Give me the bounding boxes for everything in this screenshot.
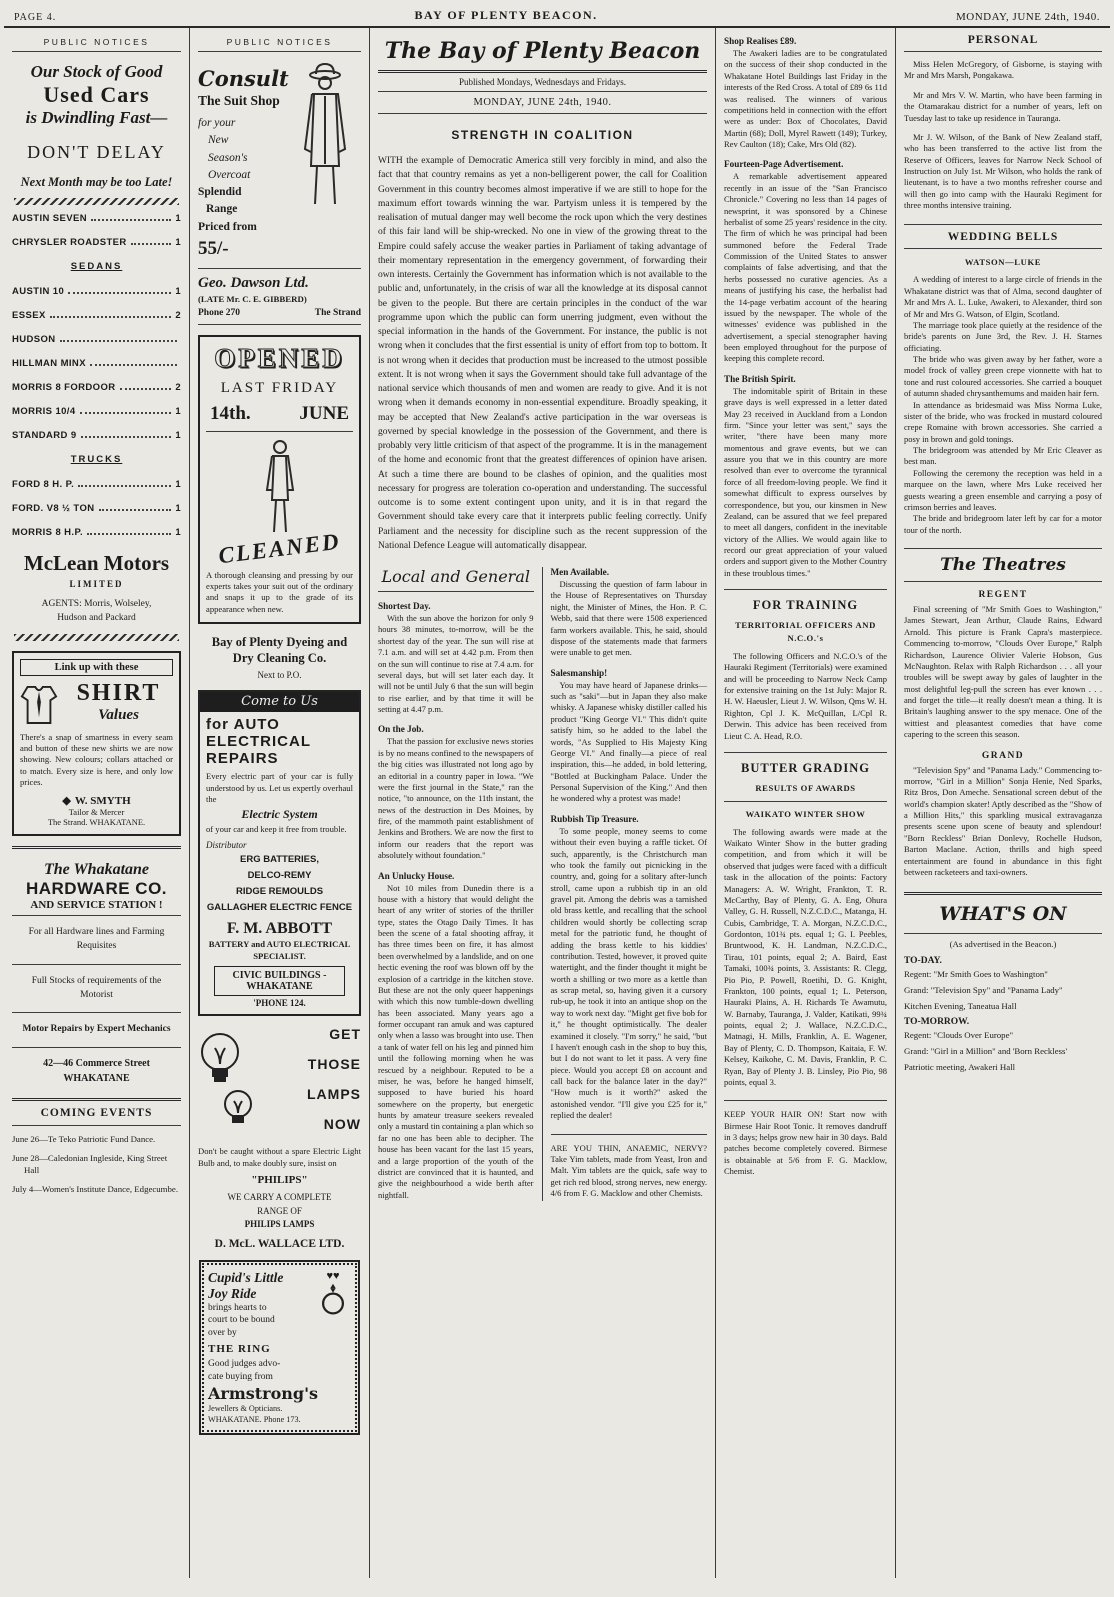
come-to-us-script: Come to Us <box>200 692 359 712</box>
electrical-title: for AUTO ELECTRICAL REPAIRS <box>206 715 311 768</box>
wedding-body: Following the ceremony the reception was held in a marquee on the lawn, where Mrs Luke received her guests wearing a green ensemble and carrying a posy of crimson berries and leaves. <box>904 467 1102 512</box>
car-listing: AUSTIN 10 1 <box>12 286 181 297</box>
dawson-firm: Geo. Dawson Ltd. <box>198 268 361 292</box>
coming-events <box>12 1098 181 1196</box>
overcoat-man-illustration <box>289 60 361 208</box>
sedans-label: SEDANS <box>70 261 123 272</box>
the-ring-label: THE RING <box>208 1343 271 1355</box>
butter-grading-title: BUTTER GRADING <box>724 752 887 778</box>
car-listing: FORD 8 H. P. 1 <box>12 479 181 490</box>
abbott-spec2: SPECIALIST. <box>253 951 306 962</box>
shirt-ad-values: Values <box>98 706 139 723</box>
opened-date: 14th. JUNE <box>210 402 349 424</box>
used-cars-line3: is Dwindling Fast— <box>25 108 168 127</box>
dawson-location: The Strand <box>314 307 361 318</box>
tomorrow-label: TO-MORROW. <box>904 1016 970 1027</box>
whats-on-item: Grand: "Girl in a Million" and 'Born Reckless' <box>904 1045 1068 1056</box>
page-header <box>4 0 1110 28</box>
whats-on-subtitle: (As advertised in the Beacon.) <box>949 939 1057 950</box>
dry-cleaning-ad <box>198 335 361 624</box>
consult-word: Consult <box>198 66 289 91</box>
brand-line: GALLAGHER ELECTRIC FENCE <box>206 902 353 914</box>
shirt-ad-body: There's a snap of smartness in every seam and button of these new shirts we are now showing. New colours; collars attached or to match. Every size is here, and only low prices. <box>20 731 173 787</box>
brand-line: ERG BATTERIES, <box>240 853 319 865</box>
dawson-contact <box>198 308 361 325</box>
light-bulb-illustration <box>198 1026 258 1146</box>
article-heading: Rubbish Tip Treasure. <box>550 813 639 824</box>
wallace-firm: D. McL. WALLACE LTD. <box>214 1237 345 1250</box>
car-listing: STANDARD 9 1 <box>12 430 181 441</box>
suit-shop-name: The Suit Shop <box>198 93 280 108</box>
butter-grading-sub2: WAIKATO WINTER SHOW <box>745 808 866 819</box>
article-heading: Shop Realises £89. <box>724 36 797 46</box>
local-general-title: Local and General <box>378 567 534 592</box>
wedding-title: WEDDING BELLS <box>904 224 1102 249</box>
car-listing: AUSTIN SEVEN 1 <box>12 213 181 224</box>
wedding-body: The marriage took place quietly at the residence of the bride's parents on June 3rd, the Rev. J. H. Starnes officiating. <box>904 319 1102 353</box>
suit-line: Season's <box>208 151 248 164</box>
butter-grading-body: The following awards were made at the Waikato Winter Show in the butter grading competition, and from which it will be observed that judges were faced with a difficult task in the allocation of the points: Factory Managers: A. W. Wright, Frankton, T. R. McCarthy, Bay of Plenty, G. A. Eng, Ohura Valley, G. H. Russell, N.Z.C.D.C., Matanga, H. Cubis, Cambridge, T. A. Morgan, N.Z.C.D.C., Gordonton, 101¾ pts. equal 1; G. I. Peebles, Bruntwood, K. H. Landman, N.Z.C.D.C., Tirau, 101 points, equal 2; A. Baird, East Tamaki, 100¾ points, 3. Assistants: R. Clegg, Pio Pio, P. Powell, Roetihi, D. G. Knight, Frankton, 100 points, equal 1; L. Peterson, Hauraki Plains, A. H. Richards Te Awamutu, W. Barnaby, Tauranga, J. Valder, Katikati, 99¾ points, equal 2; J. Wallace, N.Z.C.D.C., Matnagi, H. Mills, Franklin, A. E. Wagener, Bay of Plenty, C. D. Thompson, Kaitaia, F. W. Kelsey, Kaikohe, C. M. Davis, Franklin, P. C. Ryan, Bay of Plenty J. B. Linsley, Pio Pio, 98 points, equal 3. <box>724 826 887 1087</box>
theatres-title: The Theatres <box>904 548 1102 582</box>
wedding-section <box>904 224 1102 537</box>
article-body: The indomitable spirit of Britain in these grave days is well expressed in a letter dated May 23 received in Auckland from a London firm. "Since your letter was sent," says the writer, "there have been many more momentous and grave events, but we can assure you that we in this country are more resolved than ever to overcome the tyrannical force of all freedom-loving people. We find it somewhat difficult to express ourselves by correspondence, but you, our kinsmen in New Zealand, can be assured that we feel prepared to meet all dangers, confident in the inevitable victory of the Allies. We would again like to record our great appreciation of your valued orders and support given to the Mother Country in these troublous times." <box>724 385 887 578</box>
wedding-body: A wedding of interest to a large circle of friends in the Whakatane district was that of Alma, second daughter of Mr and Mrs A. L. Luke, Awakeri, to Alexander, third son of Mr and Mrs G. Watson, of Elgin, Scotland. <box>904 274 1102 319</box>
editorial-body: WITH the example of Democratic America still very forcibly in mind, and also the fact that that country remains as yet a non-belligerent power, the call for Coalition Government in this country becomes almost imperative if we are still to hope for the maximum effort towards winning the war. Partyism unless it is tempered by the realisation of mutual danger may well become the rock upon which the very destines of this fair land will be ship-wrecked. No one in view of the growing threat to the Empire could safely accuse the weaker parties in Parliament of taking advantage of their momentary representation in the emergency government, of forwarding their own interests. Certainly the Government has information which is not available to the public and, unfortunately, in the crisis of war all the knowledge at its disposal cannot be given to the people. But there are certain principles in the conduct of the war programme upon which the public can form unerring judgment, even without the special information in the hands of the Government. For instance, the public is not wrong when it concludes that the first essential is unity of effort from top to bottom. It is not wrong when it decides that production must be increased to the utmost possible extent. It is not wrong when it says the Government should take full advantage of the national service which thousands of men and women are ready to give. And it is not wrong when it demands economy in non-essential expenditure. Broadly speaking, it may be accepted that New Zealand's active participation in the war overseas is governed by special knowledge in the possession of the Government, and there is probably very little criticism of that aspect of the programme. It is in the management of the home and economic front that the greatest differences of opinion have arisen. At such a time there are bound to be clashes of opinion, and the qualities most necessary for progress are toleration co-operation and understanding. The successful outcome is to some extent contingent upon unity, and it is in that regard the Government should take every care that it interprets public feeling correctly. Unify Parliament and the necessity for discipline such as the recent suppression of the National Defence League will automatically disappear. <box>378 156 707 551</box>
hardware-line3: Motor Repairs by Expert Mechanics <box>12 1012 181 1047</box>
auto-electrical-ad <box>198 690 361 1017</box>
hardware-address: 42—46 Commerce Street WHAKATANE <box>12 1047 181 1086</box>
whats-on-item: Grand: "Television Spy" and "Panama Lady" <box>904 985 1063 996</box>
lamps-range: WE CARRY A COMPLETE RANGE OF PHILIPS LAMPS <box>227 1192 332 1230</box>
local-general-column <box>378 567 543 1201</box>
hardware-line1: For all Hardware lines and Farming Requisites <box>12 915 181 964</box>
diamond-icon: ◆ <box>62 795 71 808</box>
car-listing: FORD. V8 ½ TON 1 <box>12 503 181 514</box>
dealer-agents: AGENTS: Morris, Wolseley, Hudson and Packard <box>41 599 152 624</box>
used-cars-line2: Used Cars <box>43 82 150 107</box>
trucks-label: TRUCKS <box>70 454 123 465</box>
used-cars-ad <box>12 62 181 626</box>
article-body: You may have heard of Japanese drinks—such as "saki"—but in Japan they also make whisky. A Japanese whisky distiller called his product "King George VI." This didn't quite satisfy him, so he added to the label the words, "As Supplied to His Majesty King George VI." And finally—a piece of real inspiration, this—he added, in bold lettering, "Bottled at Buckingham Palace. Under the Personal Supervision of the King." And then he wondered why a protest was made! <box>550 679 707 804</box>
hardware-title1: The Whakatane <box>43 861 150 879</box>
abbott-phone: 'PHONE 124. <box>253 998 306 1009</box>
ornamental-rule <box>14 198 179 205</box>
article-heading: Shortest Day. <box>378 601 431 611</box>
divider <box>724 801 887 802</box>
personal-title: PERSONAL <box>904 34 1102 52</box>
for-training-body: The following Officers and N.C.O.'s of the Hauraki Regiment (Territorials) were examined and will be proceeding to Narrow Neck Camp for extensive training on the 1st July: Major R. H. W. Haeusler, Lieut J. W. Wilson, Qms W. H. Righton, Cpl J. K. McQuillan, L/Cpl R. Derwin. This advice has been received from Lieut C. A. Head, R.O. <box>724 650 887 741</box>
abbott-spec1: BATTERY and AUTO ELECTRICAL <box>208 939 351 950</box>
theatres-section <box>904 548 1102 878</box>
abbott-address: CIVIC BUILDINGS - WHAKATANE <box>214 966 345 996</box>
article-body: A remarkable advertisement appeared recently in an issue of the "San Francisco Chronicle." Covering no less than 14 pages of newsprint, it was sponsored by a Chinese herbalist of some 25 years' residence in the city. The firm of which he was principal had been summoned before the Federal Trade Commission of the United States to answer complaints of false advertising, and that the herbs possessed no curative agencies. As a means of justifying his case, the herbalist had the 14-page verbatim account of the hearing issued by the newspaper. The whole of the witnesses' evidence was published in the advertisement, a special stenographer having been employed throughout for the purpose of keeping this complete record. <box>724 171 887 364</box>
regent-label: REGENT <box>978 590 1028 601</box>
wedding-body: The bridegroom was attended by Mr Eric Cleaver as best man. <box>904 445 1102 467</box>
public-notices-heading-2: PUBLIC NOTICES <box>198 34 361 52</box>
hardware-title2: HARDWARE CO. <box>25 879 168 899</box>
column-2 <box>190 28 370 1578</box>
article-body: Not 10 miles from Dunedin there is a house with a history that would delight the heart of any writer of stories of the thriller type, states the Otago Daily Times. It has been the scene of a fatal shooting affray, it has three times been on fire, it has almost been overwhelmed by a landslide, and on one hectic evening the roof was blown off by the explosion of a cartridge in the kitchen stove. But these are not the only queer happenings with which this now tumble-down dwelling has been associated. Many years ago a former occupant ran amuk and was captured only when a lasso was brought into use. Then a tank of water fell on his leg and pinned him until the following morning when he was rescued by a neighbour. Reputed to be a miser, he was, before he hanged himself, supposed to have buried his hoard somewhere on the property, but energetic hunts by amateur treasure seekers revealed only a mustard tin containing a plan which so far no one has been able to decipher. The house has been vacant for the last 15 years, and a large proportion of the youth of the district are convinced that it is haunted, and give the neighbourhood a wide berth after nightfall. <box>378 882 534 1200</box>
shirt-ad-headline: Link up with these <box>20 659 173 676</box>
car-listing: CHRYSLER ROADSTER 1 <box>12 237 181 248</box>
personal-section <box>904 34 1102 212</box>
hardware-line2: Full Stocks of requirements of the Motorist <box>12 964 181 1013</box>
personal-item: Mr and Mrs V. W. Martin, who have been farming in the Otamarakau district for a number of years, left on Tuesday last to take up residence in Tauranga. <box>904 89 1102 123</box>
grand-label: GRAND <box>981 750 1025 761</box>
event-item: July 4—Women's Institute Dance, Edgecumbe. <box>12 1183 179 1194</box>
regent-body: Final screening of "Mr Smith Goes to Washington," James Stewart, Jean Arthur, Claude Rains, Edward Arnold. This picture is Frank Capra's masterpiece. Commencing to-morrow, "Clouds Over Europe," Ralph Richardson, Laurence Olivier Valerie Hobson, Gus McNaughton. Relax with Ralph Richardson . . . all your troubles will be swept away by gales of laughter in the most delightful leg-pull the screen has ever known . . . and forget the title—it really doesn't mean a thing. It is Britain's laughing answer to the spy menace. One of the wittiest and pleasantest comedies that have come capering to the screen this season. <box>904 604 1102 740</box>
car-listing: MORRIS 8 FORDOOR 2 <box>12 382 181 393</box>
article-heading: The British Spirit. <box>724 373 796 384</box>
tailor-address: The Strand. WHAKATANE. <box>47 817 146 828</box>
column-5 <box>716 28 896 1578</box>
tailor-name: W. SMYTH <box>74 794 131 807</box>
event-item: June 28—Caledonian Ingleside, King Street Hall <box>12 1152 168 1175</box>
whats-on-item: Regent: "Mr Smith Goes to Washington" <box>904 969 1048 980</box>
masthead: The Bay of Plenty Beacon <box>378 34 707 73</box>
hair-tonic-ad: KEEP YOUR HAIR ON! Start now with Birmese Hair Root Tonic. It removes dandruff in 3 days; helps grow new hair in 30 days. Bald patches become completely covered. Birmese is obtainable at 5/6 from F. G. Macklow, Chemist. <box>724 1100 887 1177</box>
suit-price: 55/- <box>198 237 229 259</box>
for-training-sub: TERRITORIAL OFFICERS AND N.C.O.'s <box>735 620 876 644</box>
wedding-body: The bride who was given away by her father, wore a model frock of valley green crepe vionnette with hat to tone and rust coloured accessories. She carried a bouquet of autumn shaded chrysanthemums and maiden hair fern. <box>904 354 1102 399</box>
brand-line: DELCO-REMY <box>247 869 312 881</box>
used-cars-line1: Our Stock of Good <box>30 62 163 81</box>
lamps-body: Don't be caught without a spare Electric Light Bulb and, to make doubly sure, insist on <box>198 1146 361 1168</box>
page-number: PAGE 4. <box>14 12 57 23</box>
article-body: With the sun above the horizon for only 9 hours 38 minutes, to-morrow, will be the shortest day of the year. The sun will rise at 7.1 a.m. and will set at 4.42 p.m. From then on the sun will continue to rise at 7.4 a.m. for several days, but will set later each day. It will not be until July 6 that the sun will begin to rise earlier, and by that time it will be setting at 4.47 p.m. <box>378 613 534 714</box>
hearts-icon: ♥♥ <box>326 1269 340 1282</box>
suit-line: Range <box>206 203 238 216</box>
cupid-body2: Good judges advo- cate buying from <box>208 1359 281 1382</box>
shirt-ad-title: SHIRT <box>76 679 161 706</box>
lamps-ad <box>198 1026 361 1249</box>
dye-co-location: Next to P.O. <box>257 669 302 680</box>
lamps-words: GET THOSE LAMPS NOW <box>307 1026 361 1133</box>
center-column <box>370 28 716 1578</box>
butter-grading-sub1: RESULTS OF AWARDS <box>755 782 856 793</box>
dawson-phone: Phone 270 <box>198 307 240 318</box>
jeweller-ad <box>199 1260 360 1435</box>
article-heading: Men Available. <box>550 567 610 577</box>
distributor-label: Distributor <box>206 839 247 850</box>
cupid-title: Cupid's Little Joy Ride <box>208 1269 284 1301</box>
cleaning-body: A thorough cleansing and pressing by our experts takes your suit out of the ordinary and snaps it up to the grade of its appearance when new. <box>206 569 353 614</box>
ring-illustration <box>315 1270 351 1316</box>
car-listing: HUDSON <box>12 334 181 345</box>
car-listing: MORRIS 10/4 1 <box>12 406 181 417</box>
whats-on-item: Kitchen Evening, Taneatua Hall <box>904 1001 1017 1012</box>
used-cars-dont-delay: DON'T DELAY <box>27 142 166 162</box>
butter-grading-section <box>724 752 887 1088</box>
coming-events-title: COMING EVENTS <box>12 1098 181 1126</box>
car-listing: HILLMAN MINX <box>12 358 181 369</box>
article-heading: Fourteen-Page Advertisement. <box>724 159 844 170</box>
electrical-body1: Every electric part of your car is fully understood by us. Let us expertly overhaul the <box>206 771 353 805</box>
article-body: Discussing the question of farm labour in the House of Representatives on Thursday night, the Minister of Mines, the Hon. P. C. Webb, said that there were 1508 experienced farm workers available. This, he said, should dispose of the statements made that farmers were unable to get men. <box>550 579 707 658</box>
today-label: TO-DAY. <box>904 956 942 967</box>
event-item: June 26—Te Teko Patriotic Fund Dance. <box>12 1134 156 1145</box>
personal-item: Miss Helen McGregory, of Gisborne, is staying with Mr and Mrs Marsh, Pongakawa. <box>904 59 1102 81</box>
car-listing: ESSEX 2 <box>12 310 181 321</box>
shirt-ad <box>12 651 181 837</box>
tailor-role: Tailor & Mercer <box>68 807 125 818</box>
ornamental-rule <box>14 634 179 641</box>
hardware-ad <box>12 846 181 1086</box>
abbott-name: F. M. ABBOTT <box>226 920 333 938</box>
article-body: The Awakeri ladies are to be congratulated on the success of their shop conducted in the Whakatane Hotel Buildings last Friday in the interests of the Red Cross. A total of £89 6s 11d was realised. The winners of various competitions held in connection with the effort were as under: Box of Chocolates, David Martin (68); Doll, Myrel Rawett (149); Turkey, Rev Caulton (18); Cake, Mrs Old (82). <box>724 48 887 149</box>
suit-line: New <box>208 134 229 147</box>
article-heading: Salesmanship! <box>550 667 608 678</box>
whats-on-item: Regent: "Clouds Over Europe" <box>904 1029 1014 1040</box>
suit-shop-ad <box>198 60 361 260</box>
suit-man-illustration <box>206 438 353 534</box>
dawson-late: (LATE Mr. C. E. GIBBERD) <box>198 293 307 304</box>
suit-line: for your <box>198 117 236 129</box>
armstrong-firm: Armstrong's <box>208 1383 318 1403</box>
editorial-title: STRENGTH IN COALITION <box>451 128 634 142</box>
yim-tonic-ad: ARE YOU THIN, ANAEMIC, NERVY? Take Yim tablets, made from Yeast, Iron and Malt. Yim tablets are the quick, safe way to get rich red blood, strong nerves, new energy. 4/6 from F. G. Macklow and other Chemists. <box>551 1134 708 1200</box>
used-cars-line5: Next Month may be too Late! <box>20 175 173 189</box>
suit-line: Overcoat <box>208 168 251 181</box>
suit-line: Priced from <box>198 220 257 233</box>
article-body: That the passion for exclusive news stories is by no means confined to the newspapers of the big cities was illustrated not long ago by an editorial in a country paper in Iowa. "We were the first journal in the State," ran the notice, "to announce, on the 11th instant, the news of the destruction in Des Moines, by fire, of the mammoth paint establishment of Jenkins and Brothers. We are now the first to inform our readers that the report was absolutely without foundation." <box>378 736 534 861</box>
wedding-body: The bride and bridegroom later left by car for a motor tour of the north. <box>904 513 1102 535</box>
whats-on-item: Patriotic meeting, Awakeri Hall <box>904 1061 1016 1072</box>
paper-title: BAY OF PLENTY BEACON. <box>414 8 598 22</box>
electrical-body2: of your car and keep it free from trouble. <box>206 824 347 835</box>
hardware-title3: AND SERVICE STATION ! <box>30 899 163 912</box>
article-body: To some people, money seems to come without their even buying a raffle ticket. Of such, apparently, is the Christchurch man who took the family out picnicking in the country, and, going for a solitary after-lunch stroll, came upon a rubbish tip in an old gravel pit. Among the debris was a tarnished old brass kettle, and recalling that the school children would shortly be collecting scrap metal for the patriotic fund, he thought of adding the brass kettle to his kiddies' contribution. Tested, however, it proved quite watertight, and the finder thought it might be worth a shilling or two more as a kettle than as scrap metal, so, having given it a cursory rub-up, he took it into an antique shop on the way to work next day. "Might get five bob for it," he thought optimistically. The dealer examined it closely. "I'm sorry," he said, "but I haven't enough cash in the shop to buy this, but I do not want to let it pass. A very fine piece. Would you accept £8 on account and call back for the balance later in the day?" "How much is it worth?" asked the astonished vendor. "I'll give you £25 for it," replied the dealer! <box>550 825 707 1121</box>
car-listing: MORRIS 8 H.P. 1 <box>12 527 181 538</box>
philips-brand: "PHILIPS" <box>251 1174 308 1187</box>
armstrong-address: WHAKATANE. Phone 173. <box>208 1414 301 1424</box>
brand-line: RIDGE REMOULDS <box>235 886 324 898</box>
personal-item: Mr J. W. Wilson, of the Bank of New Zealand staff, who has been transferred to the active list from the Reserve of Officers, leaves for Narrow Neck School of Instruction on July 1st. Mr Wilson, who holds the rank of lieutenant, is to have a two months refresher course and will then go into camp with the Hauraki Regiment for three months intensive training. <box>904 131 1102 211</box>
dealer-name: McLean Motors <box>23 551 170 575</box>
last-friday: LAST FRIDAY <box>220 379 339 396</box>
for-training-section <box>724 589 887 742</box>
column-1 <box>4 28 190 1578</box>
general-news-column <box>543 567 708 1201</box>
article-heading: On the Job. <box>378 724 424 735</box>
divider <box>206 431 353 432</box>
electric-system-emph: Electric System <box>241 807 318 822</box>
grand-body: "Television Spy" and "Panama Lady." Commencing to-morrow, "Girl in a Million" Sonja Henie, Ned Sparks, Ritz Bros, Don Ameche. Sensational screen debut of the world's champion skater! Aptly described as the "Show of a Million Hits," this sparkling musical extravaganza presents scene upon scene of beauty and splendour! "Born Reckless" Brian Donlevy, Rochelle Hudson, Barton Maclane. Action, thrills and high speed entertainment are found in abundance in this fight between racketeers and taxi-owners. <box>904 764 1102 877</box>
masthead-date: MONDAY, JUNE 24th, 1940. <box>378 92 707 114</box>
public-notices-heading-1: PUBLIC NOTICES <box>12 34 181 52</box>
wedding-body: In attendance as bridesmaid was Miss Norma Luke, sister of the bride, who was frocked in mustard coloured crepe Romaine with brown accessories. She carried a posy in brown and gold tonings. <box>904 399 1102 444</box>
dye-co-name: Bay of Plenty Dyeing and Dry Cleaning Co. <box>211 635 348 666</box>
issue-date: MONDAY, JUNE 24th, 1940. <box>955 11 1100 23</box>
published-line: Published Mondays, Wednesdays and Fridays. <box>378 73 707 92</box>
article-heading: An Unlucky House. <box>378 870 455 881</box>
column-6 <box>896 28 1110 1578</box>
cleaned-word: CLEANED <box>217 528 342 569</box>
whats-on-section <box>904 892 1102 1073</box>
armstrong-sub: Jewellers & Opticians. <box>208 1403 283 1413</box>
whats-on-title: WHAT'S ON <box>904 892 1102 934</box>
opened-word: OPENED <box>214 342 345 373</box>
wedding-subtitle: WATSON—LUKE <box>964 256 1042 267</box>
for-training-title: FOR TRAINING <box>724 589 887 615</box>
dealer-limited: LIMITED <box>69 579 124 589</box>
cupid-body: brings hearts to court to be bound over by <box>208 1302 275 1339</box>
suit-line: Splendid <box>198 186 242 198</box>
shirt-icon <box>20 683 58 725</box>
